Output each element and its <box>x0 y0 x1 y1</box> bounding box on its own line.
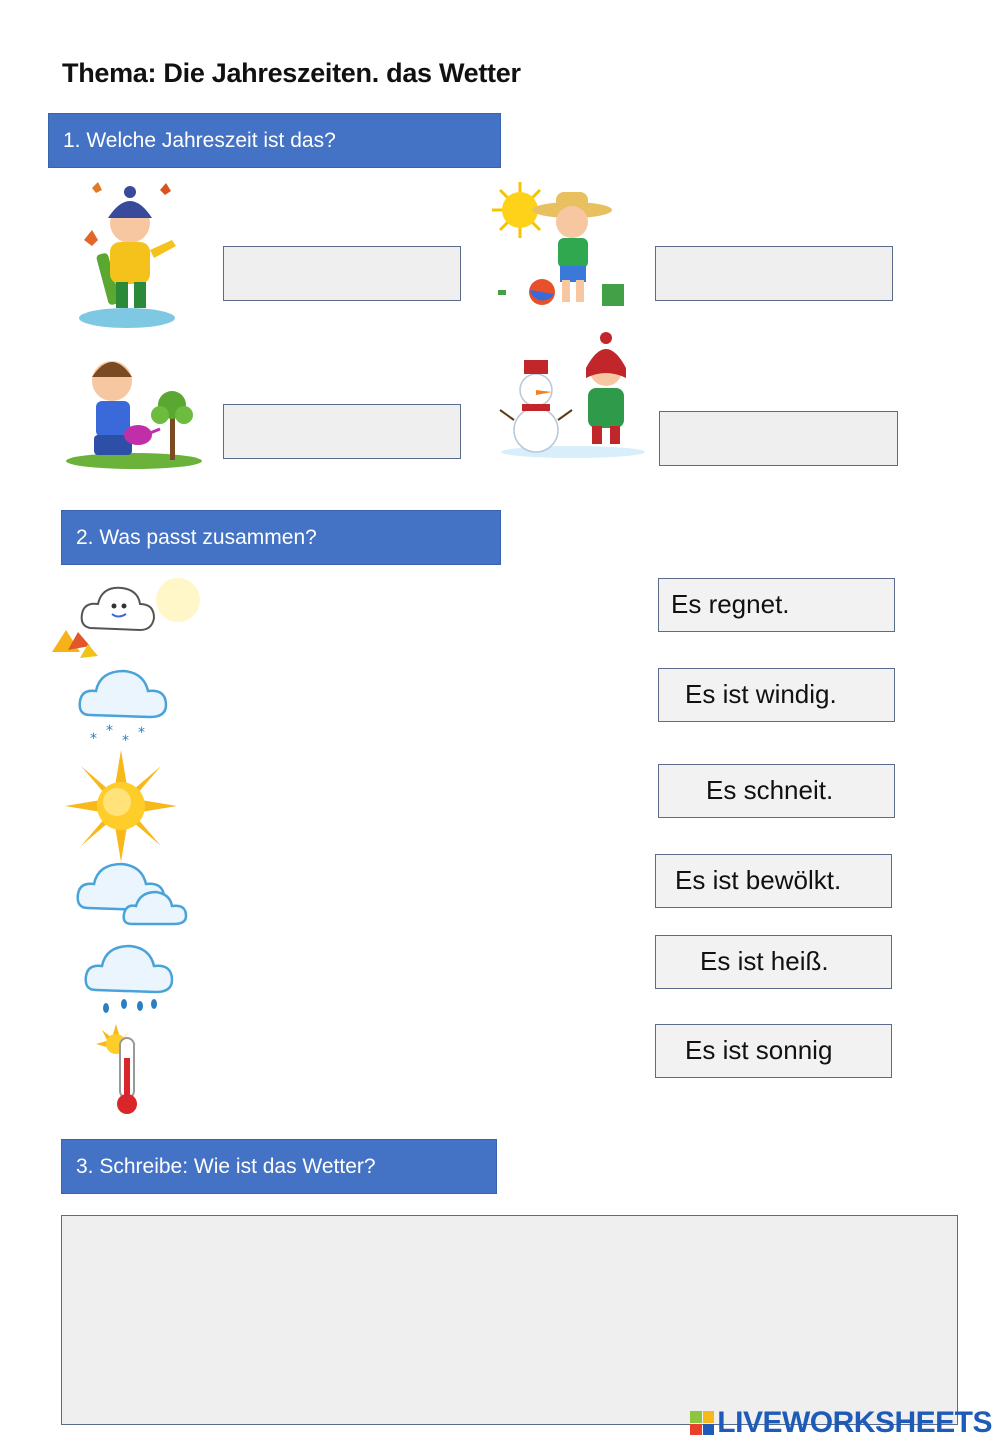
answer-field-summer[interactable] <box>655 246 893 301</box>
section-1-heading: 1. Welche Jahreszeit ist das? <box>48 113 501 168</box>
liveworksheets-logo-icon <box>690 1411 714 1435</box>
clouds-icon <box>76 858 191 930</box>
match-option-cloudy[interactable]: Es ist bewölkt. <box>655 854 892 908</box>
snow-cloud-icon <box>78 663 173 748</box>
svg-text:*: * <box>106 723 113 739</box>
svg-text:*: * <box>138 725 145 741</box>
autumn-child-icon <box>72 178 182 333</box>
liveworksheets-brand-text: LIVEWORKSHEETS <box>717 1406 992 1439</box>
rain-cloud-icon <box>84 940 179 1018</box>
match-option-snow[interactable]: Es schneit. <box>658 764 895 818</box>
match-option-windy[interactable]: Es ist windig. <box>658 668 895 722</box>
sun-icon <box>65 750 177 862</box>
section-2-heading: 2. Was passt zusammen? <box>61 510 501 565</box>
svg-text:*: * <box>122 733 129 748</box>
summer-child-icon <box>490 180 630 315</box>
answer-field-autumn[interactable] <box>223 246 461 301</box>
section-3-heading: 3. Schreibe: Wie ist das Wetter? <box>61 1139 497 1194</box>
svg-text:*: * <box>90 731 97 747</box>
liveworksheets-logo <box>690 1406 992 1440</box>
spring-child-icon <box>64 355 209 473</box>
page-title: Thema: Die Jahreszeiten. das Wetter <box>62 58 521 88</box>
windy-cloud-icon <box>50 570 200 665</box>
match-option-rain[interactable]: Es regnet. <box>658 578 895 632</box>
thermometer-sun-icon <box>96 1024 156 1116</box>
answer-field-spring[interactable] <box>223 404 461 459</box>
match-option-hot[interactable]: Es ist heiß. <box>655 935 892 989</box>
answer-field-winter[interactable] <box>659 411 898 466</box>
winter-child-icon <box>498 330 648 460</box>
match-option-sunny[interactable]: Es ist sonnig <box>655 1024 892 1078</box>
weather-text-field[interactable] <box>61 1215 958 1425</box>
